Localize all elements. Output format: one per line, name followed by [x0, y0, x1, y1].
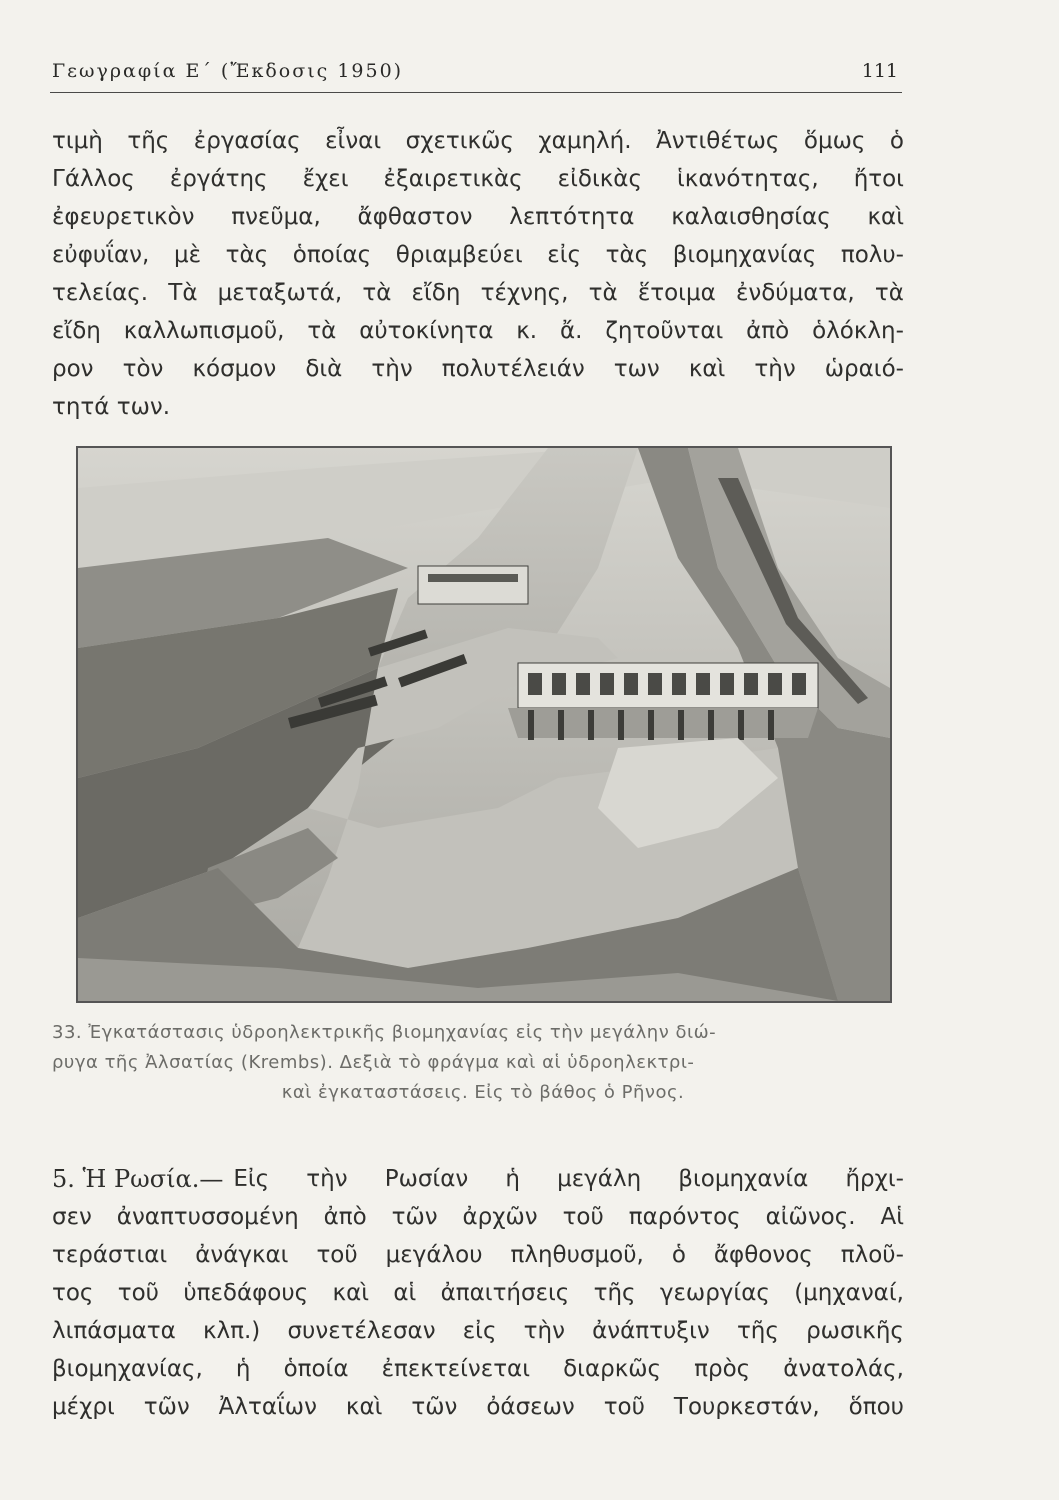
- word: παρόντος: [628, 1204, 741, 1230]
- word: θριαμβεύει: [395, 242, 523, 268]
- word: τὴν: [371, 356, 413, 382]
- word: τὰ: [874, 280, 904, 306]
- word: αἱ: [393, 1280, 417, 1306]
- word: εἶναι: [325, 128, 382, 154]
- word: συνετέλεσαν: [287, 1318, 436, 1344]
- word: τὰ: [307, 318, 337, 344]
- text-line: [52, 122, 904, 160]
- word: ἀπὸ: [746, 318, 790, 344]
- word: πληθυσμοῦ,: [510, 1242, 644, 1268]
- word: μὲ: [173, 242, 202, 268]
- word: ἀπαιτήσεις: [440, 1280, 570, 1306]
- word: τὰ: [588, 280, 618, 306]
- page-number: 111: [861, 60, 898, 82]
- word: ἀναπτυσσομένη: [116, 1204, 299, 1230]
- text-line: [52, 1198, 904, 1236]
- word: ἐπεκτείνεται: [381, 1356, 530, 1382]
- word: ἀπὸ: [323, 1204, 367, 1230]
- word: τοῦ: [117, 1280, 159, 1306]
- word: ἄφθαστον: [357, 204, 473, 230]
- figure-caption: [52, 1018, 914, 1108]
- word: ὁ: [671, 1242, 686, 1268]
- word: μεγάλου: [385, 1242, 483, 1268]
- text-line: [52, 312, 904, 350]
- word: τιμὴ: [52, 128, 103, 154]
- word: κλπ.): [202, 1318, 261, 1344]
- word: αἰῶνος.: [765, 1204, 856, 1230]
- word: βιομηχανίας,: [52, 1356, 203, 1382]
- word: ἄ.: [559, 318, 583, 344]
- word: ἕτοιμα: [637, 280, 716, 306]
- word: τὸν: [122, 356, 164, 382]
- word: εἰδικὰς: [557, 166, 642, 192]
- word: τῶν: [143, 1394, 190, 1420]
- word: βιομηχανίας: [672, 242, 817, 268]
- word: ὁλόκλη-: [812, 318, 904, 344]
- word: τεράστιαι: [52, 1242, 168, 1268]
- word: Τουρκεστάν,: [673, 1394, 820, 1420]
- word: διὰ: [305, 356, 343, 382]
- word: τῆς: [127, 128, 170, 154]
- text-line: [52, 198, 904, 236]
- text-line: [52, 1350, 904, 1388]
- word: καλαισθησίας: [671, 204, 831, 230]
- word: καὶ: [332, 1280, 370, 1306]
- word: ἀρχῶν: [462, 1204, 538, 1230]
- word: τῶν: [411, 1394, 458, 1420]
- word: λεπτότητα: [509, 204, 635, 230]
- word: (μηχαναί,: [794, 1280, 904, 1306]
- section-russia: [52, 1160, 904, 1426]
- text-line: [52, 236, 904, 274]
- word: ἐργασίας: [193, 128, 301, 154]
- word: εἰς: [462, 1318, 497, 1344]
- word: Ἀντιθέτως: [656, 128, 780, 154]
- word: τέχνης,: [480, 280, 569, 306]
- word: ὀάσεων: [486, 1394, 575, 1420]
- word: πολυ-: [840, 242, 904, 268]
- word: τῶν: [391, 1204, 438, 1230]
- word: ἔχει: [302, 166, 349, 192]
- text-line: [52, 1274, 904, 1312]
- word: ὁ: [889, 128, 904, 154]
- word: τῆς: [736, 1318, 779, 1344]
- section-first-line-text: Εἰς τὴν Ρωσίαν ἡ μεγάλη βιομηχανία ἤρχι-: [233, 1166, 904, 1192]
- word: λιπάσματα: [52, 1318, 176, 1344]
- word: μέχρι: [52, 1394, 115, 1420]
- word: ρωσικῆς: [806, 1318, 904, 1344]
- word: πνεῦμα,: [231, 204, 321, 230]
- word: Ἀλταΐων: [218, 1394, 317, 1420]
- page-header: [50, 58, 902, 93]
- word: καλλωπισμοῦ,: [123, 318, 285, 344]
- section-heading: 5. Ἡ Ρωσία.—: [52, 1165, 224, 1193]
- word: αὐτοκίνητα: [359, 318, 494, 344]
- word: τελείας.: [52, 280, 149, 306]
- word: Αἱ: [880, 1204, 904, 1230]
- word: πολυτέλειάν: [441, 356, 585, 382]
- word: ἄφθονος: [713, 1242, 813, 1268]
- running-title: Γεωγραφία Ε΄ (Ἔκδοσις 1950): [52, 60, 404, 82]
- word: καὶ: [345, 1394, 383, 1420]
- word: ὅμως: [803, 128, 866, 154]
- photo-illustration: [78, 448, 890, 1001]
- word: ὁποίας: [292, 242, 372, 268]
- word: των: [613, 356, 660, 382]
- text-line: [52, 1236, 904, 1274]
- word: τοῦ: [603, 1394, 645, 1420]
- word: μεταξωτά,: [217, 280, 343, 306]
- word: ρον: [52, 356, 94, 382]
- paragraph-intro: [52, 122, 904, 426]
- word: κ.: [516, 318, 538, 344]
- caption-line: καὶ ἐγκαταστάσεις. Εἰς τὸ βάθος ὁ Ρῆνος.: [281, 1082, 685, 1103]
- word: ἀνατολάς,: [783, 1356, 904, 1382]
- section-first-line: [52, 1160, 904, 1198]
- text-line: [52, 350, 904, 388]
- word: σχετικῶς: [405, 128, 514, 154]
- text-line: [52, 1312, 904, 1350]
- word: Γάλλος: [52, 166, 135, 192]
- word: καὶ: [688, 356, 726, 382]
- word: τοῦ: [562, 1204, 604, 1230]
- word: πρὸς: [694, 1356, 751, 1382]
- text-line: [52, 1388, 904, 1426]
- word: εὐφυΐαν,: [52, 242, 150, 268]
- word: ὁποία: [283, 1356, 349, 1382]
- word: τῆς: [593, 1280, 636, 1306]
- word: Τὰ: [168, 280, 198, 306]
- word: ὅπου: [848, 1394, 904, 1420]
- word: διαρκῶς: [563, 1356, 662, 1382]
- word: εἴδη: [411, 280, 461, 306]
- word: ἐργάτης: [169, 166, 268, 192]
- word: εἴδη: [52, 318, 101, 344]
- word: σεν: [52, 1204, 92, 1230]
- word: ἐξαιρετικὰς: [383, 166, 523, 192]
- word: τὰς: [225, 242, 269, 268]
- word: τος: [52, 1280, 94, 1306]
- word: γεωργίας: [659, 1280, 770, 1306]
- word: πλοῦ-: [840, 1242, 904, 1268]
- text-line: [52, 160, 904, 198]
- word: ἀνάπτυξιν: [592, 1318, 710, 1344]
- word: καὶ: [867, 204, 904, 230]
- word: τὴν: [754, 356, 796, 382]
- text-line: τητά των.: [52, 394, 171, 420]
- word: ὡραιό-: [824, 356, 904, 382]
- word: τὰ: [362, 280, 392, 306]
- word: τὴν: [523, 1318, 565, 1344]
- word: ζητοῦνται: [605, 318, 724, 344]
- word: ἡ: [235, 1356, 251, 1382]
- word: τοῦ: [316, 1242, 358, 1268]
- word: ἱκανότητας,: [676, 166, 819, 192]
- word: ὑπεδάφους: [183, 1280, 309, 1306]
- word: ἐνδύματα,: [735, 280, 855, 306]
- word: χαμηλή.: [538, 128, 632, 154]
- word: ἐφευρετικὸν: [52, 204, 195, 230]
- word: ἤτοι: [853, 166, 904, 192]
- word: κόσμον: [192, 356, 277, 382]
- caption-line: 33. Ἐγκατάστασις ὑδροηλεκτρικῆς βιομηχανίας εἰς τὴν μεγάλην διώ-: [52, 1022, 717, 1043]
- caption-line: ρυγα τῆς Ἀλσατίας (Krembs). Δεξιὰ τὸ φράγμα καὶ αἱ ὑδροηλεκτρι-: [52, 1052, 695, 1073]
- word: εἰς: [547, 242, 582, 268]
- word: ἀνάγκαι: [195, 1242, 289, 1268]
- text-line: [52, 274, 904, 312]
- photograph-hydroelectric-plant: [76, 446, 892, 1003]
- word: τὰς: [605, 242, 649, 268]
